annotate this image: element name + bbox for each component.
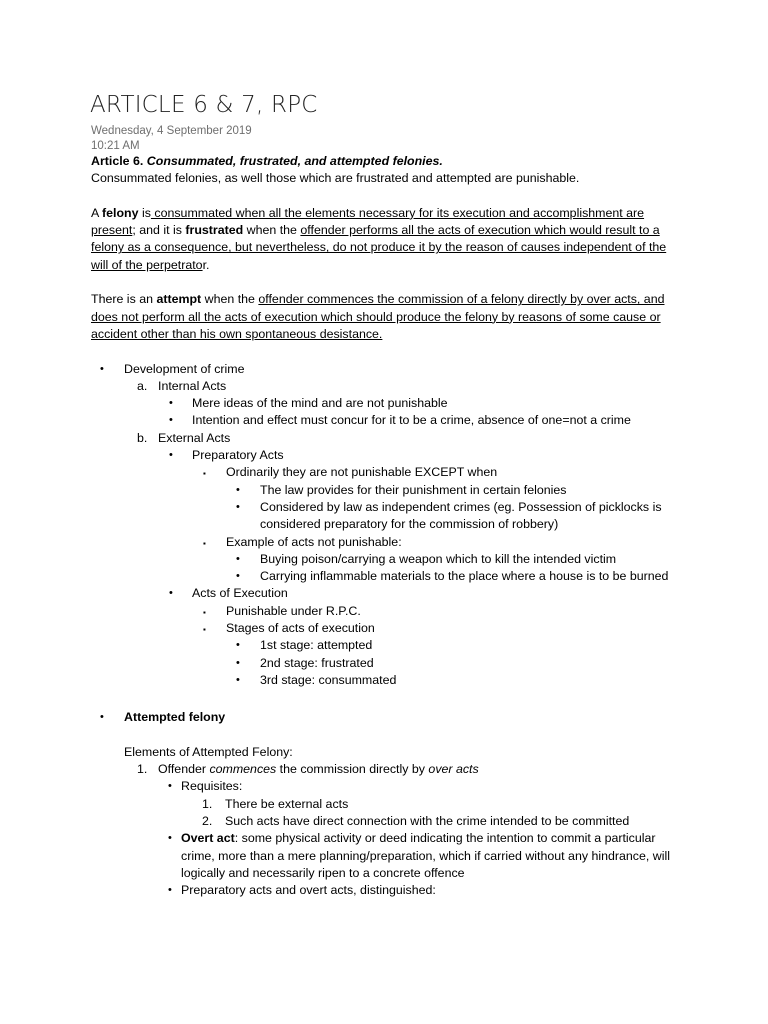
term-overt-act: Overt act xyxy=(181,831,235,846)
list-item xyxy=(91,672,681,689)
square-bullet-marker: ▪ xyxy=(203,625,206,635)
bullet-marker: • xyxy=(169,397,173,410)
list-item-text: 1st stage: attempted xyxy=(260,638,373,653)
bullet-marker: • xyxy=(169,414,173,427)
bullet-marker: • xyxy=(236,656,240,669)
list-item-text: Internal Acts xyxy=(158,378,227,393)
list-item-text: The law provides for their punishment in certain felonies xyxy=(260,482,567,497)
note-title: ARTICLE 6 & 7, RPC xyxy=(90,92,318,118)
consummated-definition: consummated when all the elements necessary for its execution and accomplishment are present xyxy=(91,205,645,238)
list-item-text: 2nd stage: frustrated xyxy=(260,655,374,670)
list-item xyxy=(91,709,681,726)
list-marker: b. xyxy=(137,430,148,445)
list-item-text: : some physical activity or deed indicating the intention to commit a particular crime, more than a mere planning/preparation, which if carried without any hindrance, will logically and necessarily ripen to a concrete offence xyxy=(181,831,670,880)
list-item-text: Stages of acts of execution xyxy=(226,621,375,636)
bullet-marker: • xyxy=(100,711,104,724)
square-bullet-marker: ▪ xyxy=(203,469,206,479)
list-item xyxy=(91,378,681,395)
note-time: 10:21 AM xyxy=(91,140,140,152)
term-frustrated: frustrated xyxy=(185,223,244,238)
list-item-text: Requisites: xyxy=(181,779,243,794)
list-item xyxy=(91,430,681,447)
list-item-text: External Acts xyxy=(158,430,231,445)
list-item-text: Punishable under R.P.C. xyxy=(226,603,361,618)
section-heading: Attempted felony xyxy=(124,710,226,725)
list-item-text: Buying poison/carrying a weapon which to kill the intended victim xyxy=(260,551,617,566)
list-item xyxy=(91,482,681,499)
article-label: Article 6. xyxy=(91,154,144,168)
text-segment: commences xyxy=(209,762,277,777)
list-item-text: Intention and effect must concur for it to be a crime, absence of one=not a crime xyxy=(192,413,631,428)
article-text: Consummated felonies, as well those which are frustrated and attempted are punishable. xyxy=(91,171,580,186)
list-item xyxy=(91,534,681,551)
bullet-marker: • xyxy=(168,780,172,793)
list-item xyxy=(91,551,681,568)
list-item xyxy=(91,637,681,654)
bullet-marker: • xyxy=(236,639,240,652)
list-item: 2. Such acts have direct connection with the crime intended to be committed xyxy=(202,813,630,828)
list-item xyxy=(91,620,681,637)
list-item xyxy=(91,655,681,672)
elements-title: Elements of Attempted Felony: xyxy=(124,744,293,759)
list-item-text: Development of crime xyxy=(124,361,245,376)
bullet-marker: • xyxy=(168,832,172,845)
text-segment: is xyxy=(138,205,151,220)
bullet-marker: • xyxy=(169,449,173,462)
text-segment: A xyxy=(91,205,103,220)
list-item xyxy=(91,603,681,620)
list-item xyxy=(91,761,681,778)
list-item: 1. There be external acts xyxy=(202,796,349,811)
bullet-marker: • xyxy=(236,570,240,583)
list-item xyxy=(91,361,681,378)
frustrated-definition: offender performs all the acts of execution which would result to a felony as a consequence, but nevertheless, do not produce it by the reason of causes independent of the will of the perpetrato xyxy=(91,223,667,272)
text-segment: r. xyxy=(202,257,210,272)
list-item-text: Preparatory Acts xyxy=(192,448,284,463)
list-item-text: Mere ideas of the mind and are not punishable xyxy=(192,396,448,411)
square-bullet-marker: ▪ xyxy=(203,538,206,548)
list-marker: 1. xyxy=(137,762,148,777)
text-segment: when the xyxy=(201,292,259,307)
list-item xyxy=(91,395,681,412)
list-item-text: Considered by law as independent crimes (eg. Possession of picklocks is considered preparatory for the commission of robbery) xyxy=(260,499,662,532)
list-item xyxy=(91,412,681,429)
list-item xyxy=(91,882,681,899)
bullet-marker: • xyxy=(236,673,240,686)
list-item xyxy=(91,464,681,481)
list-item xyxy=(91,585,681,602)
term-attempt: attempt xyxy=(156,292,202,307)
note-date: Wednesday, 4 September 2019 xyxy=(91,125,252,137)
text-segment: ; and it is xyxy=(132,223,186,238)
text-segment: the commission directly by xyxy=(276,762,429,777)
list-item-text: Carrying inflammable materials to the place where a house is to be burned xyxy=(260,569,669,584)
list-item-text: Preparatory acts and overt acts, distinguished: xyxy=(181,883,436,898)
text-segment: when the xyxy=(243,223,301,238)
bullet-marker: • xyxy=(236,552,240,565)
bullet-marker: • xyxy=(168,884,172,897)
square-bullet-marker: ▪ xyxy=(203,607,206,617)
text-segment: There is an xyxy=(91,292,157,307)
attempt-definition: offender commences the commission of a felony directly by over acts, and does not perform all the acts of execution which should produce the felony by reasons of some cause or accident other than his own spontaneous desistance. xyxy=(91,292,665,341)
bullet-marker: • xyxy=(236,483,240,496)
term-felony: felony xyxy=(102,205,139,220)
list-item xyxy=(91,499,681,534)
list-item-text: There be external acts xyxy=(225,796,349,811)
bullet-marker: • xyxy=(169,587,173,600)
list-item-text: Such acts have direct connection with the crime intended to be committed xyxy=(225,813,630,828)
attempt-paragraph xyxy=(91,291,681,343)
text-segment: Offender xyxy=(158,762,210,777)
list-item xyxy=(91,778,681,795)
list-marker: a. xyxy=(137,378,148,393)
note-body xyxy=(91,153,681,899)
list-item-text: Example of acts not punishable: xyxy=(226,534,402,549)
list-item xyxy=(91,447,681,464)
felony-paragraph xyxy=(91,205,681,274)
list-item xyxy=(91,568,681,585)
article-title: Consummated, frustrated, and attempted felonies. xyxy=(146,154,443,168)
list-item-text: Acts of Execution xyxy=(192,586,288,601)
text-segment: over acts xyxy=(428,762,479,777)
list-item-text: 3rd stage: consummated xyxy=(260,672,397,687)
article-heading xyxy=(91,153,681,170)
bullet-marker: • xyxy=(236,500,240,513)
bullet-marker: • xyxy=(100,362,104,375)
list-item xyxy=(91,830,681,882)
list-item-text: Ordinarily they are not punishable EXCEPT when xyxy=(226,465,498,480)
